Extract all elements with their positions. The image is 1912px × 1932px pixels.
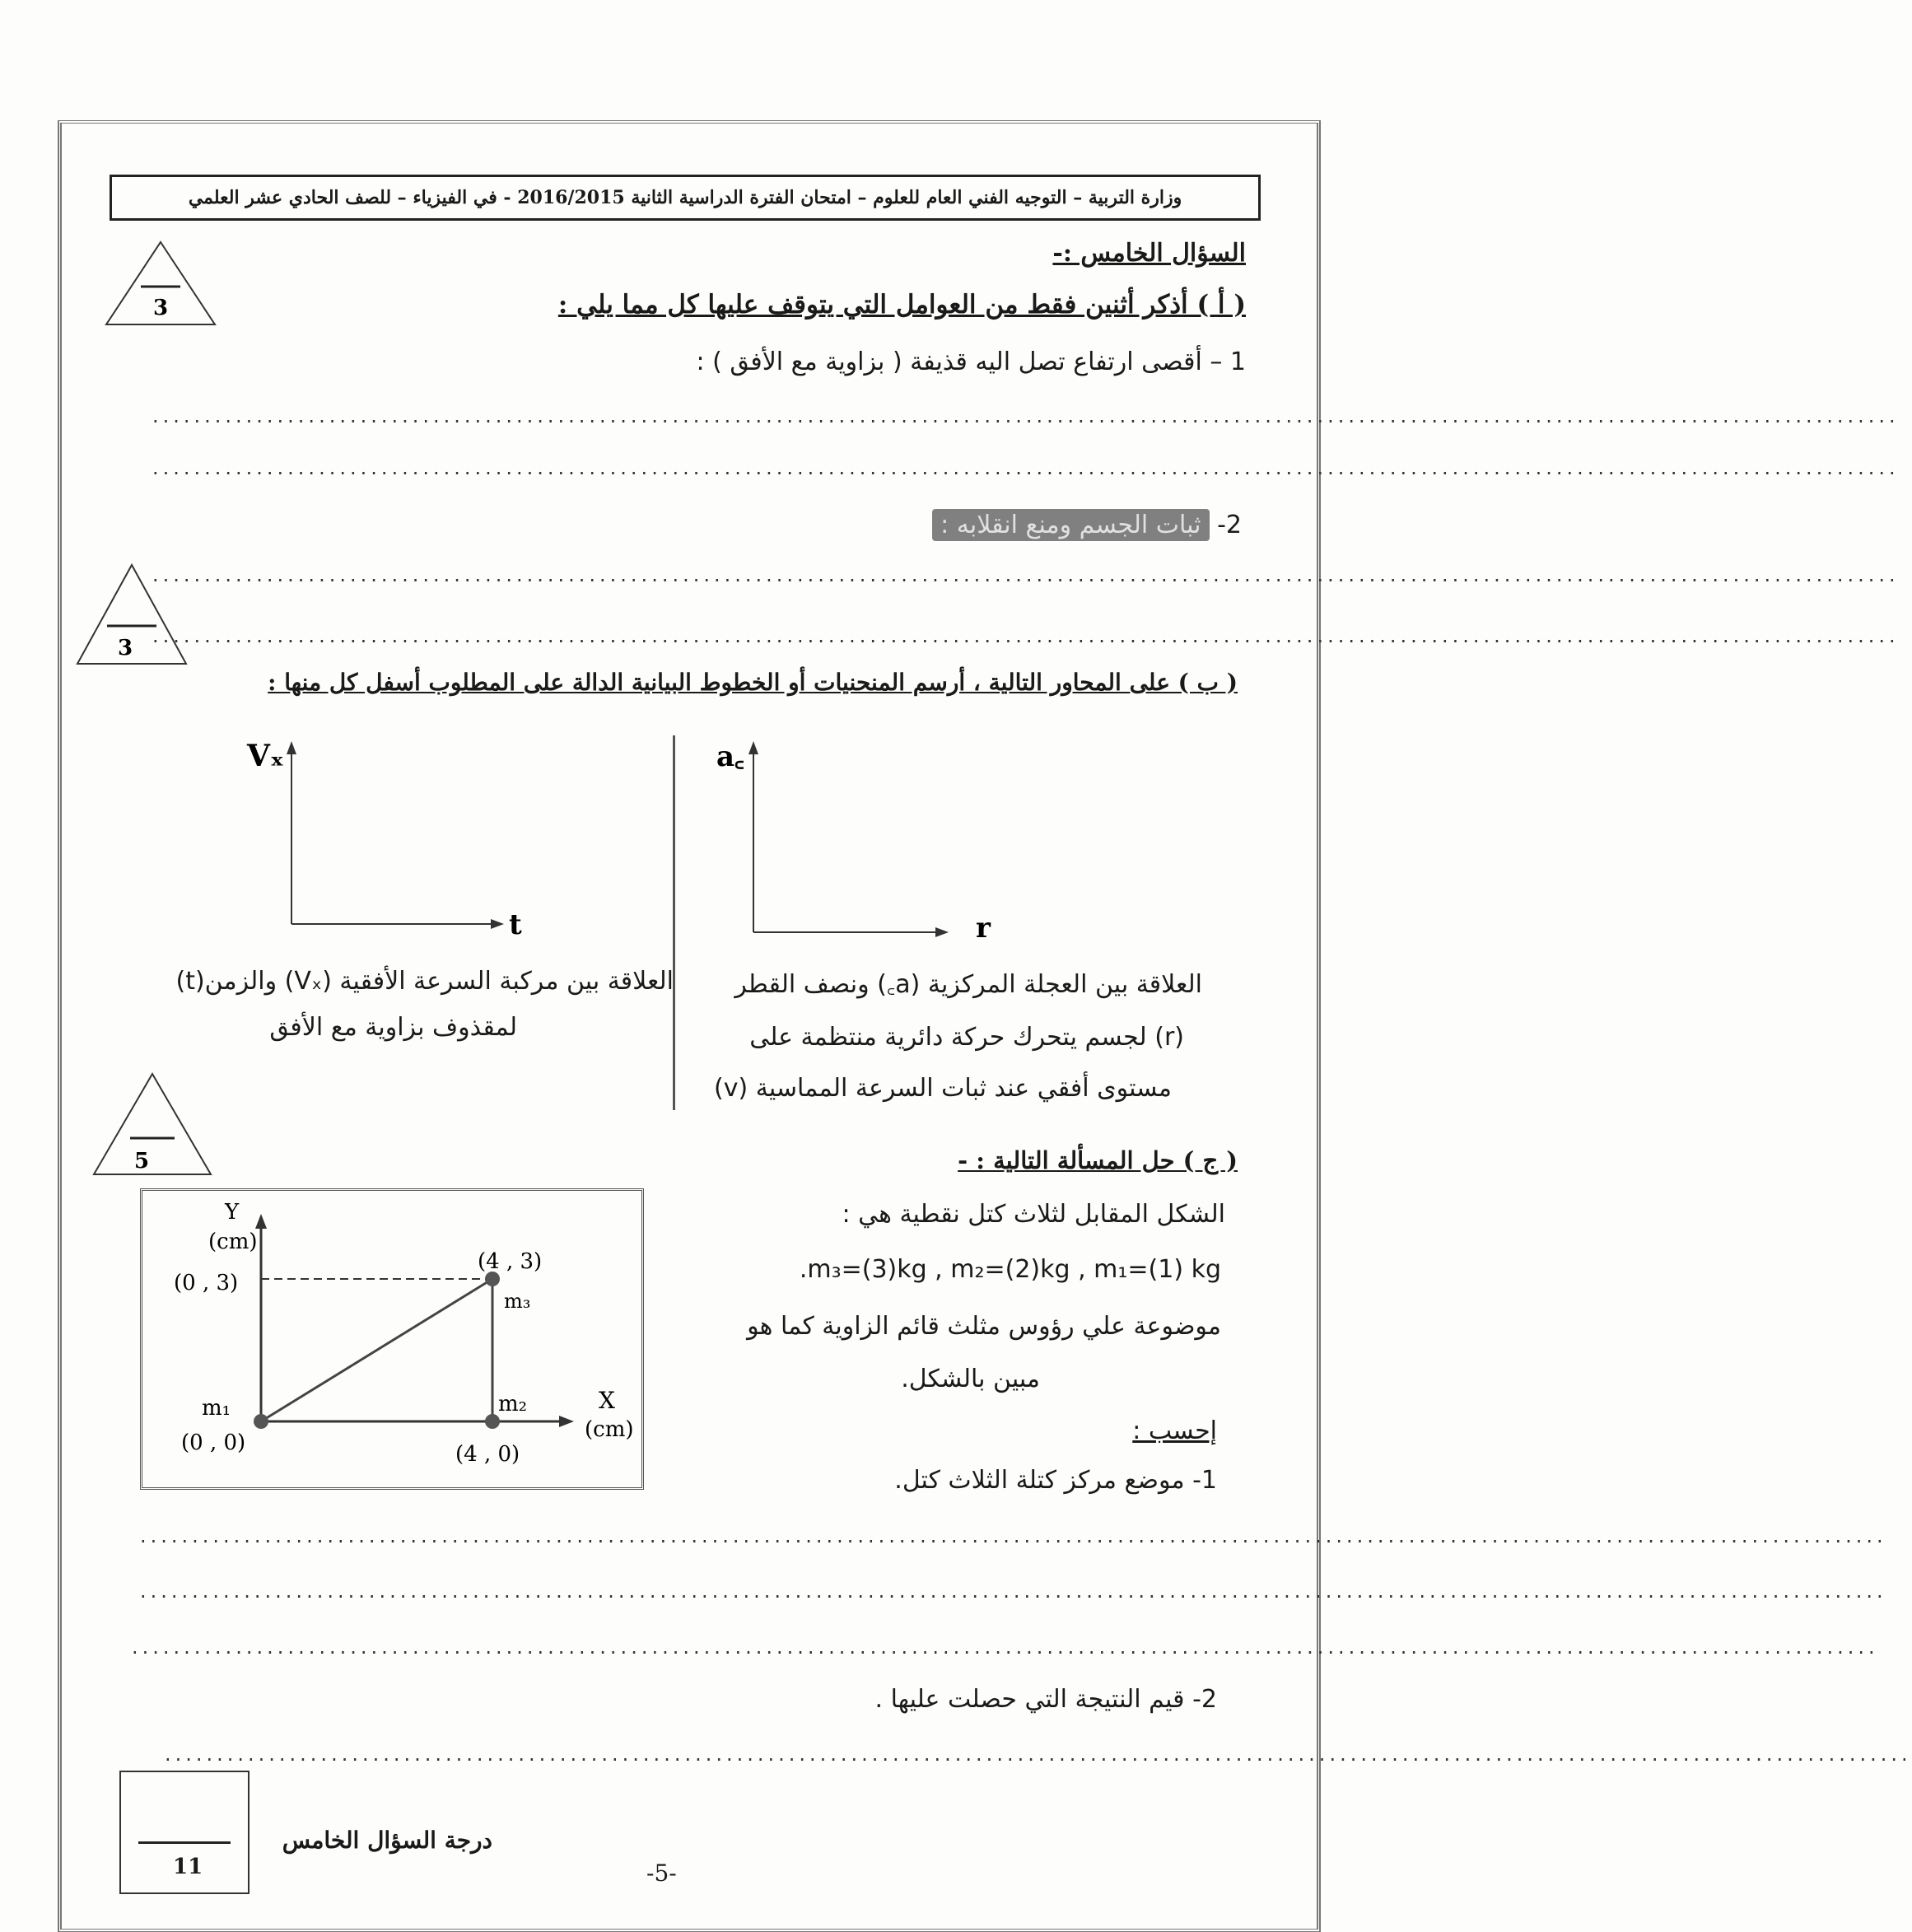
part-c-line-3: موضوعة علي رؤوس مثلث قائم الزاوية كما هو <box>747 1312 1221 1341</box>
graph-left-caption-2: لمقذوف بزاوية مع الأفق <box>269 1013 517 1042</box>
part-c-line-1: الشكل المقابل لثلاث كتل نقطية هي : <box>842 1200 1225 1229</box>
graph-left-y-label: Vₓ <box>247 739 285 773</box>
fig-m1: m₁ <box>202 1396 231 1421</box>
part-c-task-2 <box>875 1683 1217 1716</box>
fig-x-unit: (cm) <box>585 1417 634 1442</box>
page-number: -5- <box>646 1860 677 1887</box>
answer-line-a2-1[interactable]: ........................................................................................................................................................................ <box>152 563 1900 586</box>
part-c-line-2: .m₃=(3)kg , m₂=(2)kg , m₁=(1) kg <box>799 1255 1221 1284</box>
item-2-num: 2- <box>1217 511 1242 539</box>
exam-header <box>110 175 1261 221</box>
part-c-task-1 <box>894 1464 1217 1497</box>
part-a-item-1 <box>696 346 1246 379</box>
answer-line-c1-2[interactable]: ........................................................................................................................................................................ <box>140 1580 1887 1603</box>
task-2-text: قيم النتيجة التي حصلت عليها . <box>874 1685 1185 1714</box>
task-1-num: 1- <box>1192 1466 1217 1495</box>
item-1-num: 1 – <box>1210 348 1246 376</box>
graphs-divider <box>673 735 675 1110</box>
graph-left-x-label: t <box>509 908 522 941</box>
graph-right-caption-2: (r) لجسم يتحرك حركة دائرية منتظمة على <box>749 1023 1184 1052</box>
part-c-line-4: مبين بالشكل. <box>901 1365 1040 1393</box>
score-c: 5 <box>133 1149 150 1174</box>
fig-x-axis: X <box>599 1387 615 1414</box>
score-b: 3 <box>117 636 133 660</box>
fig-p-m3: (4 , 3) <box>478 1249 543 1274</box>
part-c-heading: ( ج ) حل المسألة التالية : - <box>958 1146 1238 1174</box>
answer-line-a1-2[interactable]: ........................................................................................................................................................................ <box>152 456 1900 479</box>
question-title: السؤال الخامس :- <box>1052 239 1246 268</box>
fig-p-y3: (0 , 3) <box>174 1271 239 1295</box>
fig-p-origin: (0 , 0) <box>181 1430 246 1455</box>
graph-right-y-label: a꜀ <box>716 740 744 773</box>
answer-line-c2-1[interactable]: ........................................................................................................................................................................ <box>165 1743 1912 1766</box>
answer-line-c1-1[interactable]: ........................................................................................................................................................................ <box>140 1524 1887 1547</box>
mass-m1-point <box>254 1414 268 1429</box>
answer-line-a2-2[interactable]: ........................................................................................................................................................................ <box>152 624 1900 647</box>
score-a: 3 <box>152 296 169 320</box>
graph-right-x-label: r <box>976 912 991 945</box>
score-triangle-b <box>74 562 189 667</box>
answer-line-a1-1[interactable]: ........................................................................................................................................................................ <box>152 404 1900 427</box>
graph-right-caption-1: العلاقة بين العجلة المركزية (a꜀) ونصف القطر <box>734 970 1202 999</box>
graph-vx-t <box>239 733 543 947</box>
compute-label: إحسب : <box>1132 1416 1217 1445</box>
score-triangle-a <box>103 239 218 329</box>
total-label: درجة السؤال الخامس <box>282 1827 492 1854</box>
header-title: وزارة التربية – التوجيه الفني العام للعلوم – امتحان الفترة الدراسية الثانية 2016/2015 - في الفيزياء – للصف الحادي عشر العلمي <box>188 187 1182 208</box>
fig-m2: m₂ <box>498 1392 528 1416</box>
fig-y-axis: Y <box>225 1200 240 1225</box>
total-score: 11 <box>173 1855 203 1879</box>
total-score-line <box>138 1841 231 1844</box>
graph-left-caption-1: العلاقة بين مركبة السرعة الأفقية (Vₓ) والزمن(t) <box>175 967 674 996</box>
task-2-num: 2- <box>1192 1685 1217 1714</box>
answer-line-c1-3[interactable]: ........................................................................................................................................................................ <box>132 1636 1879 1659</box>
mass-triangle-figure <box>144 1192 642 1487</box>
fig-y-unit: (cm) <box>208 1230 258 1254</box>
graph-ac-r <box>708 733 1013 947</box>
part-a-item-2 <box>932 509 1242 542</box>
fig-p-m2: (4 , 0) <box>455 1442 520 1467</box>
score-triangle-c <box>91 1071 214 1178</box>
item-1-text: أقصى ارتفاع تصل اليه قذيفة ( بزاوية مع الأفق ) : <box>696 348 1202 376</box>
fig-m3: m₃ <box>504 1290 531 1313</box>
graph-right-caption-3: مستوى أفقي عند ثبات السرعة المماسية (v) <box>714 1074 1172 1103</box>
task-1-text: موضع مركز كتلة الثلاث كتل. <box>894 1466 1185 1495</box>
item-2-text: ثبات الجسم ومنع انقلابه : <box>932 509 1209 541</box>
part-b-heading: ( ب ) على المحاور التالية ، أرسم المنحنيات أو الخطوط البيانية الدالة على المطلوب أسفل كل منها : <box>268 669 1238 696</box>
part-a-heading: ( أ ) أذكر أثنين فقط من العوامل التي يتوقف عليها كل مما يلي : <box>557 290 1246 320</box>
